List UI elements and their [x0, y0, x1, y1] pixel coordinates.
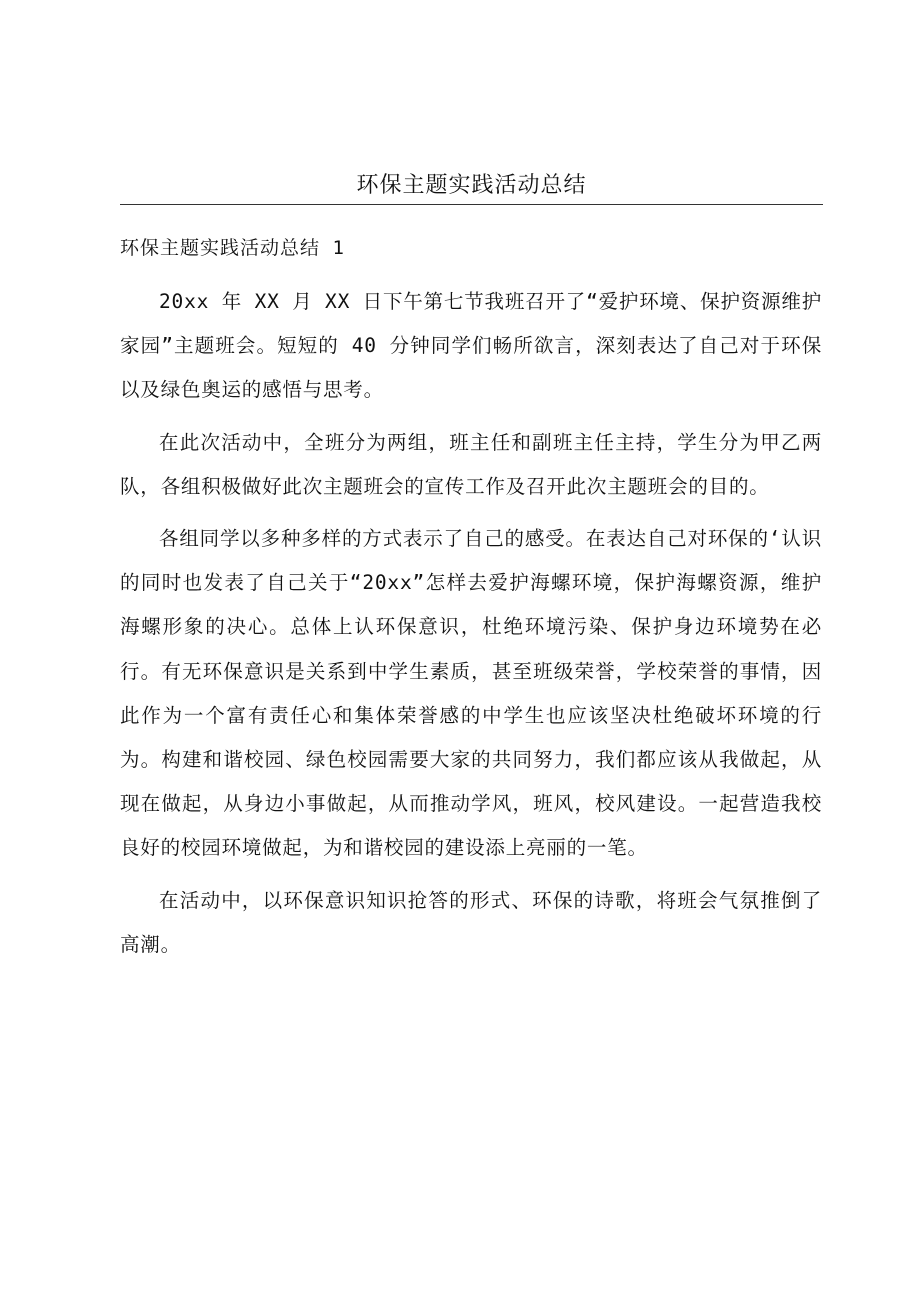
paragraph-2: 在此次活动中，全班分为两组，班主任和副班主任主持，学生分为甲乙两队，各组积极做好此次主题班会的宣传工作及召开此次主题班会的目的。: [120, 430, 822, 498]
paragraph-1: 20xx 年 XX 月 XX 日下午第七节我班召开了“爱护环境、保护资源维护家园”主题班会。短短的 40 分钟同学们畅所欲言，深刻表达了自己对于环保以及绿色奥运的感悟与思考。: [120, 290, 822, 402]
paragraph-3: 各组同学以多种多样的方式表示了自己的感受。在表达自己对环保的‘认识的同时也发表了自己关于“20xx”怎样去爱护海螺环境，保护海螺资源，维护海螺形象的决心。总体上认环保意识，杜绝环境污染、保护身边环境势在必行。有无环保意识是关系到中学生素质，甚至班级荣誉，学校荣誉的事情，因此作为一个富有责任心和集体荣誉感的中学生也应该坚决杜绝破坏环境的行为。构建和谐校园、绿色校园需要大家的共同努力，我们都应该从我做起，从现在做起，从身边小事做起，从而推动学风，班风，校风建设。一起营造我校良好的校园环境做起，为和谐校园的建设添上亮丽的一笔。: [120, 527, 822, 860]
document-body: [120, 280, 822, 975]
paragraph-4: 在活动中，以环保意识知识抢答的形式、环保的诗歌，将班会气氛推倒了高潮。: [120, 888, 822, 956]
document-title: 环保主题实践活动总结: [356, 173, 587, 198]
section-heading: 环保主题实践活动总结 1: [120, 237, 345, 259]
title-underline: [120, 204, 823, 205]
